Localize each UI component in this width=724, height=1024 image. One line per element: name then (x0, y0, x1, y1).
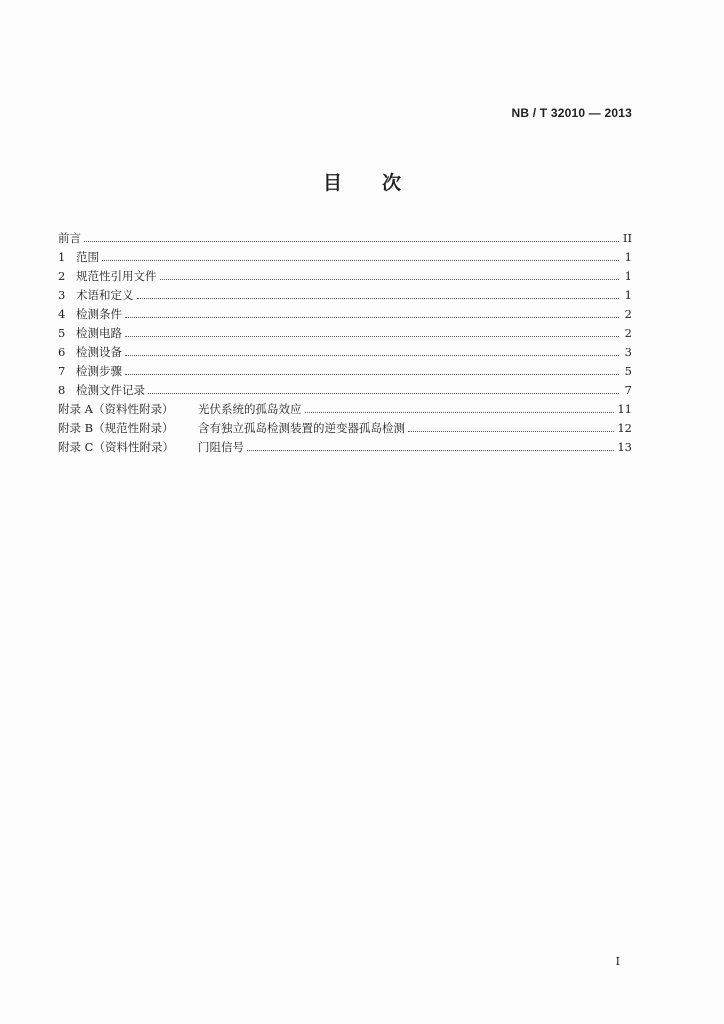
leader-dots (125, 317, 619, 318)
toc-entry-annex-b[interactable] (58, 417, 632, 436)
toc-entry-number: 7 (58, 364, 66, 378)
toc-entry-label: 规范性引用文件 (76, 269, 157, 283)
toc-entry-label: 检测步骤 (76, 364, 122, 378)
annex-prefix: 附录 A（资料性附录） (58, 402, 174, 416)
title-char-2: 次 (382, 172, 402, 194)
toc-entry-page: 1 (624, 288, 632, 302)
leader-dots (148, 393, 619, 394)
toc-entry-page: 11 (617, 402, 632, 416)
toc-entry-page: 5 (624, 364, 632, 378)
toc-entry-number: 6 (58, 345, 66, 359)
toc-entry-page: 12 (617, 421, 632, 435)
leader-dots (102, 260, 619, 261)
toc-entry-label: 术语和定义 (76, 288, 134, 302)
toc-entry-label: 前言 (58, 231, 81, 245)
toc-entry-number: 8 (58, 383, 66, 397)
toc-entry-label: 光伏系统的孤岛效应 (198, 402, 302, 416)
toc-entry-page: 1 (624, 250, 632, 264)
toc-entry-label: 含有独立孤岛检测装置的逆变器孤岛检测 (198, 421, 405, 435)
toc-entry-label: 检测电路 (76, 326, 122, 340)
toc-entry-number: 5 (58, 326, 66, 340)
leader-dots (408, 431, 614, 432)
leader-dots (125, 374, 619, 375)
leader-dots (305, 412, 615, 413)
toc-entry-page: 2 (624, 307, 632, 321)
toc-entry-label: 检测文件记录 (76, 383, 145, 397)
annex-prefix: 附录 C（资料性附录） (58, 440, 174, 454)
toc-entry-page: 2 (624, 326, 632, 340)
leader-dots (137, 298, 620, 299)
toc-entry-8[interactable] (58, 379, 632, 398)
toc-entry-annex-a[interactable] (58, 398, 632, 417)
toc-entry-6[interactable] (58, 341, 632, 360)
toc-entry-label: 范围 (76, 250, 99, 264)
leader-dots (84, 241, 619, 242)
toc-entry-number: 2 (58, 269, 66, 283)
toc-entry-number: 3 (58, 288, 66, 302)
toc-entry-2[interactable] (58, 265, 632, 284)
toc-entry-page: 3 (624, 345, 632, 359)
annex-prefix: 附录 B（规范性附录） (58, 421, 174, 435)
title-char-1: 目 (322, 172, 342, 194)
toc-entry-3[interactable] (58, 284, 632, 303)
page-number: I (615, 955, 620, 968)
leader-dots (160, 279, 620, 280)
toc-entry-page: 13 (617, 440, 632, 454)
toc-entry-number: 4 (58, 307, 66, 321)
toc-entry-7[interactable] (58, 360, 632, 379)
toc-entry-annex-c[interactable] (58, 436, 632, 455)
toc-entry-page: II (622, 231, 632, 245)
table-of-contents (58, 227, 632, 455)
toc-entry-label: 检测条件 (76, 307, 122, 321)
toc-entry-label: 检测设备 (76, 345, 122, 359)
toc-entry-foreword[interactable] (58, 227, 632, 246)
toc-entry-4[interactable] (58, 303, 632, 322)
leader-dots (125, 355, 619, 356)
toc-entry-page: 7 (624, 383, 632, 397)
toc-entry-5[interactable] (58, 322, 632, 341)
leader-dots (125, 336, 619, 337)
toc-entry-label: 门阻信号 (198, 440, 244, 454)
toc-entry-page: 1 (624, 269, 632, 283)
standard-code: NB / T 32010 — 2013 (511, 106, 632, 120)
toc-entry-1[interactable] (58, 246, 632, 265)
toc-entry-number: 1 (58, 250, 66, 264)
leader-dots (247, 450, 614, 451)
page-title (0, 168, 724, 195)
